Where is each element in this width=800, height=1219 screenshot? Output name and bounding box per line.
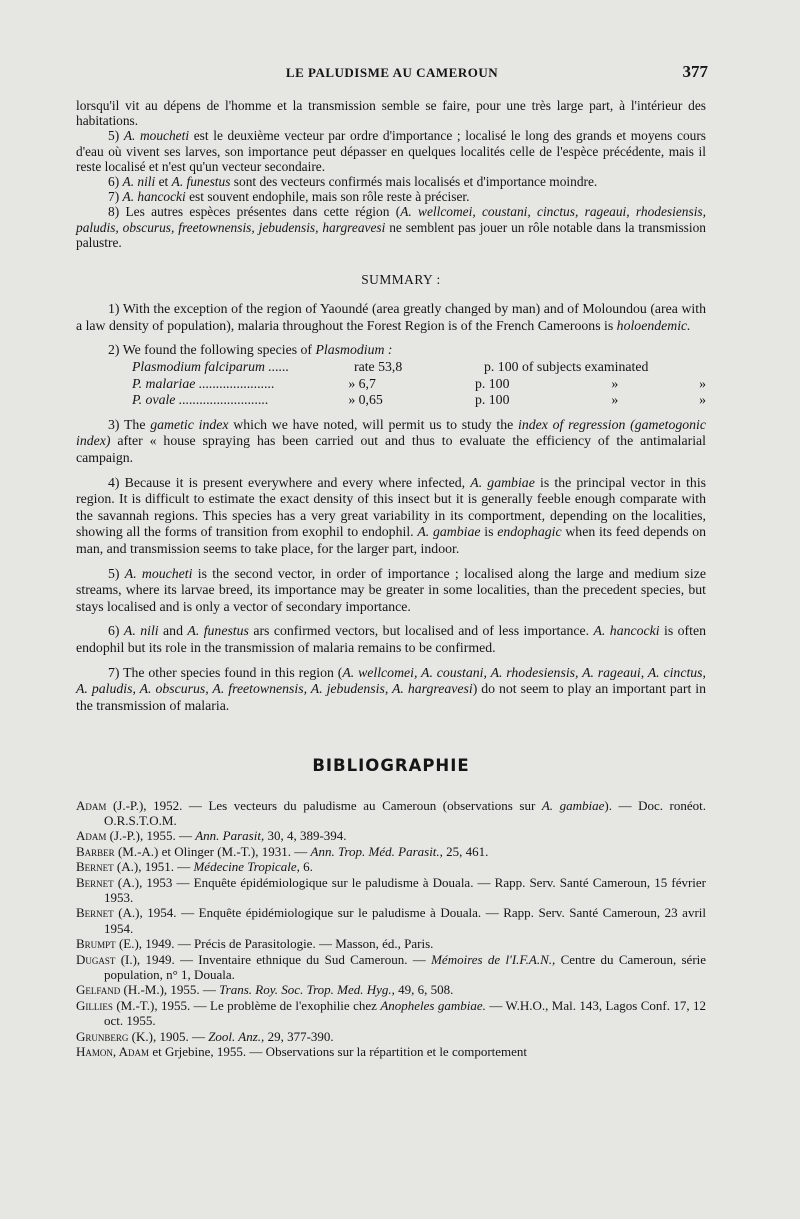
reference-item: Brumpt (E.), 1949. — Précis de Parasitologie. — Masson, éd., Paris. — [76, 936, 434, 952]
reference-item: Bernet (A.), 1951. — Médecine Tropicale, 6. — [76, 859, 313, 875]
french-point-8: 8) Les autres espèces présentes dans cette région (A. wellcomei, coustani, cinctus, rageaui, rhodesiensis, paludis, obscurus, freetownensis, jebudensis, hargreavesi ne semblent pas jouer un rôle notable dans la transmission palustre. — [76, 204, 707, 250]
summary-section — [76, 301, 706, 714]
summary-point-4: 4) Because it is present everywhere and every where infected, A. gambiae is the principal vector in this region. It is difficult to estimate the exact density of this insect but it is generally feeble enough comparate with the savannah regions. This species has a very great variability in its comportment, depending on the localities, showing all the forms of transition from exophil to endophil. A. gambiae is endophagic when its feed depends on man, and transmission seems to take place, for the larger part, indoor. — [76, 474, 707, 556]
species-name: A. moucheti — [123, 128, 190, 144]
bibliography-list — [76, 798, 706, 1060]
reference-item: Gillies (M.-T.), 1955. — Le problème de l'exophilie chez Anopheles gambiae. — W.H.O., Mal. 143, Lagos Conf. 17, 12 oct. 1955. — [76, 997, 707, 1029]
summary-point-6: 6) A. nili and A. funestus ars confirmed vectors, but localised and of less importance. A. hancocki is often endophil but its role in the transmission of malaria remains to be confirmed. — [76, 623, 707, 655]
french-point-6: 6) A. nili et A. funestus sont des vecteurs confirmés mais localisés et d'importance moindre. — [108, 174, 598, 190]
reference-item: Hamon, Adam et Grjebine, 1955. — Observations sur la répartition et le comportement — [76, 1044, 528, 1059]
reference-item: Adam (J.-P.), 1952. — Les vecteurs du paludisme au Cameroun (observations sur A. gambiae). — Doc. ronéot. O.R.S.T.O.M. — [76, 797, 707, 828]
reference-item: Adam (J.-P.), 1955. — Ann. Parasit, 30, 4, 389-394. — [76, 828, 347, 844]
reference-item: Dugast (I.), 1949. — Inventaire ethnique du Sud Cameroun. — Mémoires de l'I.F.A.N., Centre du Cameroun, série population, n° 1, Douala. — [76, 951, 707, 982]
french-paragraph-continued: lorsqu'il vit au dépens de l'homme et la transmission semble se faire, pour une très large part, à l'intérieur des habitations. — [76, 98, 706, 129]
table-row: P. ovale .......................... » 0,65 p. 100 » » — [132, 392, 706, 408]
summary-point-5: 5) A. moucheti is the second vector, in order of importance ; localised along the large and medium size streams, where its larvae breed, its importance may be greater in some localities, than the precedent species, but stays localised and is only a vector of secondary importance. — [76, 565, 707, 614]
french-point-7: 7) A. hancocki est souvent endophile, mais son rôle reste à préciser. — [108, 189, 470, 205]
reference-item: Grunberg (K.), 1905. — Zool. Anz., 29, 377-390. — [76, 1028, 334, 1044]
summary-heading: SUMMARY : — [361, 272, 441, 288]
summary-point-3: 3) The gametic index which we have noted, will permit us to study the index of regression (gametogonic index) after « house spraying has been carried out and thus to evaluate the efficiency of the antimalarial campaign. — [76, 416, 707, 465]
page-body — [76, 98, 706, 1059]
plasmodium-table — [132, 359, 706, 409]
page-number: 377 — [682, 62, 708, 81]
table-row: P. malariae ...................... » 6,7 p. 100 » » — [132, 375, 706, 391]
running-title: LE PALUDISME AU CAMEROUN — [285, 65, 499, 80]
bibliography-heading: BIBLIOGRAPHIE — [312, 756, 470, 776]
reference-item: Bernet (A.), 1954. — Enquête épidémiologique sur le paludisme à Douala. — Rapp. Serv. Santé Cameroun, 23 avril 1954. — [76, 905, 706, 936]
french-point-5: 5) A. moucheti est le deuxième vecteur par ordre d'importance ; localisé le long des grands et moyens cours d'eau où vivent ses larves, son importance peut dépasser en quelques localités celle de l'espèce précédente, mais il reste localisé et n'est qu'un vecteur secondaire. — [76, 128, 707, 174]
summary-point-7: 7) The other species found in this region (A. wellcomei, A. coustani, A. rhodesiensis, A. rageaui, A. cinctus, A. paludis, A. obscurus, A. freetownensis, A. jebudensis, A. hargreavesi) do not seem to play an important part in the transmission of malaria. — [76, 664, 707, 713]
summary-point-2: 2) We found the following species of Plasmodium : — [108, 342, 393, 358]
summary-point-1: 1) With the exception of the region of Yaoundé (area greatly changed by man) and of Moloundou (area with a law density of population), malaria throughout the Forest Region is of the French Cameroons is holoendemic. — [76, 301, 706, 333]
reference-item: Gelfand (H.-M.), 1955. — Trans. Roy. Soc. Trop. Med. Hyg., 49, 6, 508. — [76, 982, 454, 998]
reference-item: Bernet (A.), 1953 — Enquête épidémiologique sur le paludisme à Douala. — Rapp. Serv. Santé Cameroun, 15 février 1953. — [76, 874, 707, 905]
reference-item: Barber (M.-A.) et Olinger (M.-T.), 1931. — Ann. Trop. Méd. Parasit., 25, 461. — [76, 843, 489, 859]
page-header — [76, 62, 708, 86]
table-row: Plasmodium falciparum ...... rate 53,8 p. 100 of subjects examinated — [132, 359, 649, 375]
